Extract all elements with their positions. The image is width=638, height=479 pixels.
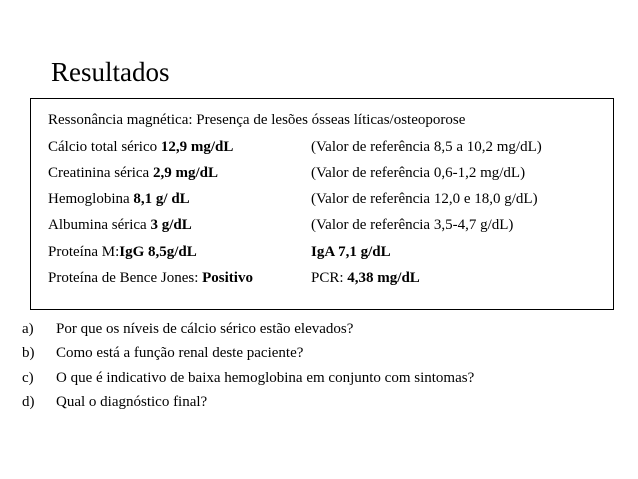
bence-jones-value: Positivo: [202, 270, 253, 286]
creatinina-value: 2,9 mg/dL: [152, 165, 218, 181]
albumina-line: [48, 216, 192, 234]
question-text: O que é indicativo de baixa hemoglobina em conjunto com sintomas?: [56, 370, 475, 386]
bence-jones-line: [48, 269, 253, 287]
albumina-value: 3 g/dL: [150, 217, 192, 233]
albumina-ref: (Valor de referência 3,5-4,7 g/dL): [311, 217, 514, 233]
question-text: Como está a função renal deste paciente?: [56, 345, 304, 361]
creatinina-label: Creatinina sérica: [48, 165, 153, 181]
calcio-value: 12,9 mg/dL: [160, 139, 234, 155]
calcio-line: [48, 138, 233, 156]
question-d: [22, 393, 207, 411]
question-c: [22, 369, 474, 387]
hemoglobina-ref: (Valor de referência 12,0 e 18,0 g/dL): [311, 191, 538, 207]
iga-value-text: IgA 7,1 g/dL: [311, 244, 391, 260]
page-title: Resultados: [51, 57, 170, 87]
pcr-line: [311, 269, 420, 287]
albumina-label: Albumina sérica: [48, 217, 151, 233]
hemoglobina-value: 8,1 g/ dL: [133, 191, 190, 207]
question-text: Por que os níveis de cálcio sérico estão elevados?: [56, 321, 354, 337]
question-text: Qual o diagnóstico final?: [56, 394, 208, 410]
hemoglobina-line: [48, 190, 190, 208]
bence-jones-label: Proteína de Bence Jones:: [48, 270, 203, 286]
hemoglobina-label: Hemoglobina: [48, 191, 134, 207]
calcio-label: Cálcio total sérico: [48, 139, 161, 155]
proteina-m-value: IgG 8,5g/dL: [119, 244, 197, 260]
iga-value: [311, 243, 391, 261]
calcio-ref: (Valor de referência 8,5 a 10,2 mg/dL): [311, 139, 542, 155]
question-letter: b): [22, 345, 35, 361]
rm-line: Ressonância magnética: Presença de lesões ósseas líticas/osteoporose: [48, 112, 466, 128]
proteina-m-label: Proteína M:: [48, 244, 120, 260]
question-letter: d): [22, 394, 35, 410]
question-b: [22, 344, 303, 362]
pcr-label: PCR:: [311, 270, 348, 286]
creatinina-line: [48, 164, 218, 182]
proteina-m-line: [48, 243, 197, 261]
question-letter: c): [22, 370, 34, 386]
question-letter: a): [22, 321, 34, 337]
creatinina-ref: (Valor de referência 0,6-1,2 mg/dL): [311, 165, 526, 181]
pcr-value: 4,38 mg/dL: [347, 270, 420, 286]
question-a: [22, 320, 353, 338]
